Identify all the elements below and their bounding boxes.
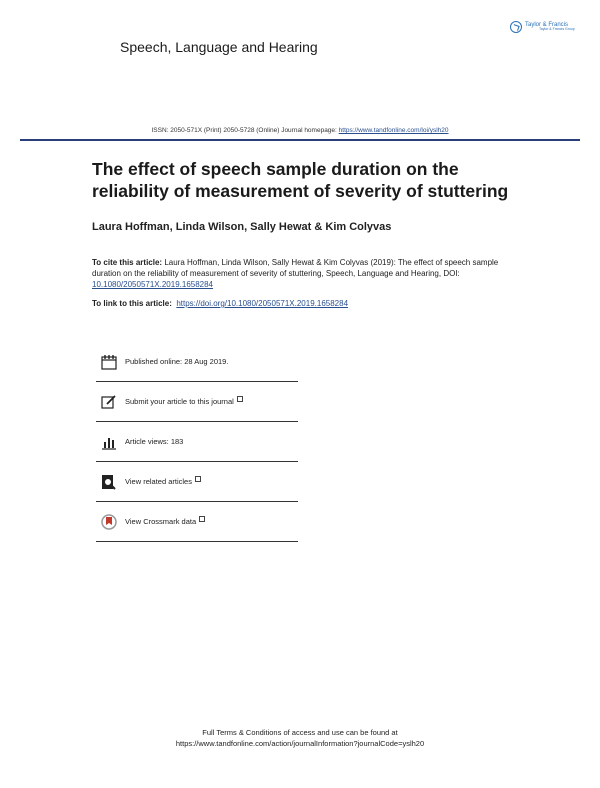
footer xyxy=(0,727,600,749)
bar-chart-icon xyxy=(100,433,118,451)
submit-row[interactable] xyxy=(96,382,298,422)
calendar-icon xyxy=(100,353,118,371)
related-row[interactable] xyxy=(96,462,298,502)
crossmark-row[interactable] xyxy=(96,502,298,542)
article-views: Article views: 183 xyxy=(125,437,184,446)
crossmark-icon xyxy=(100,513,118,531)
footer-terms-link[interactable]: https://www.tandfonline.com/action/journalInformation?journalCode=yslh20 xyxy=(175,739,425,748)
citation-label: To cite this article: xyxy=(92,258,163,267)
crossmark-link[interactable]: View Crossmark data xyxy=(125,517,205,526)
external-link-icon xyxy=(237,396,243,402)
external-link-icon xyxy=(195,476,201,482)
article-url-link[interactable]: https://doi.org/10.1080/2050571X.2019.1658284 xyxy=(176,299,349,308)
views-row xyxy=(96,422,298,462)
article-title: The effect of speech sample duration on the reliability of measurement of severity of stuttering xyxy=(92,159,509,201)
journal-title: Speech, Language and Hearing xyxy=(120,39,318,55)
link-to-article xyxy=(92,299,348,308)
external-link-icon xyxy=(199,516,205,522)
publisher-logo[interactable] xyxy=(510,16,586,38)
publisher-name: Taylor & Francis xyxy=(525,22,569,29)
article-info-list xyxy=(96,342,298,542)
related-articles-icon xyxy=(100,473,118,491)
link-label: To link to this article: xyxy=(92,299,172,308)
issn-text: ISSN: 2050-571X (Print) 2050-5728 (Online) Journal homepage: xyxy=(151,127,339,134)
edit-icon xyxy=(100,393,118,411)
submit-article-link[interactable]: Submit your article to this journal xyxy=(125,397,243,406)
doi-link[interactable]: 10.1080/2050571X.2019.1658284 xyxy=(92,280,214,289)
publisher-logo-icon xyxy=(510,21,522,33)
header-divider xyxy=(20,139,580,141)
published-row xyxy=(96,342,298,382)
footer-terms-text: Full Terms & Conditions of access and use can be found at xyxy=(202,728,398,737)
issn-line xyxy=(0,127,600,134)
citation-text: Laura Hoffman, Linda Wilson, Sally Hewat & Kim Colyvas (2019): The effect of speech sample duration on the reliability of measurement of severity of stuttering, Speech, Language and Hearing, DOI: xyxy=(92,258,499,278)
published-date: Published online: 28 Aug 2019. xyxy=(125,357,229,366)
article-authors: Laura Hoffman, Linda Wilson, Sally Hewat & Kim Colyvas xyxy=(92,221,392,233)
publisher-subtitle: Taylor & Francis Group xyxy=(539,27,575,32)
journal-homepage-link[interactable]: https://www.tandfonline.com/loi/yslh20 xyxy=(338,127,449,134)
citation-block xyxy=(92,257,512,290)
related-articles-link[interactable]: View related articles xyxy=(125,477,201,486)
